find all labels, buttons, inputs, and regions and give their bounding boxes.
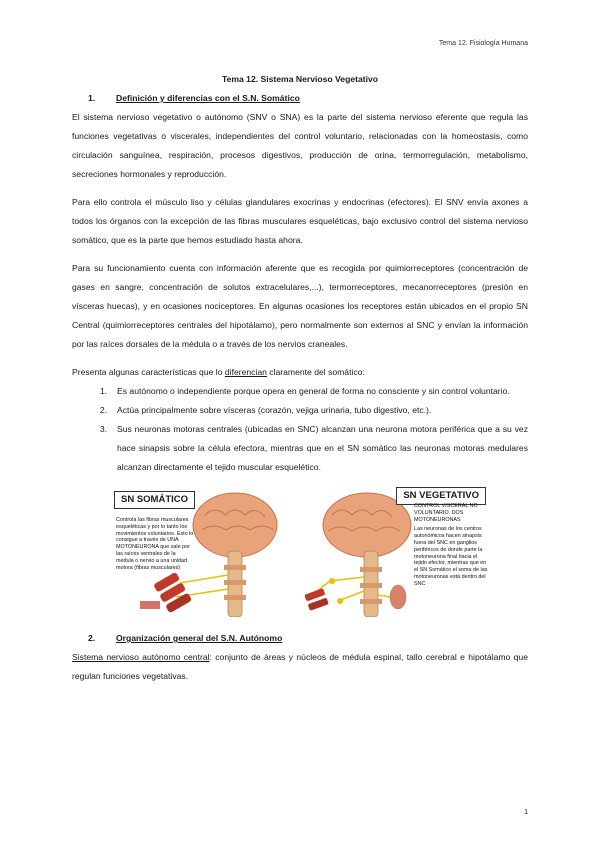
vegetative-caption [414,503,488,588]
definition-paragraph [72,648,528,686]
running-header: Tema 12. Fisiología Humana [438,40,528,47]
vegetative-caption-heading: CONTROL VISCERAL NO VOLUNTARIO. DOS MOTONEURONAS [414,503,478,523]
definition-term: Sistema nervioso autónomo central [72,652,210,662]
somatic-panel [110,485,298,617]
paragraph-1: El sistema nervioso vegetativo o autónomo (SNV o SNA) es la parte del sistema nervioso eferente que regula las funciones vegetativas o viscerales, independientes del control voluntario, relacionadas con la homeostasis, como circulación sanguínea, respiración, procesos digestivos, producción de orina, termorregulación, metabolismo, secreciones hormonales y reproducción. [72,112,528,179]
section-1-heading [72,89,528,108]
page-content [72,70,528,695]
section-1-number: 1. [88,93,96,103]
document-title: Tema 12. Sistema Nervioso Vegetativo [221,74,379,84]
paragraph-4-end: claramente del somático: [266,367,365,377]
page-number: 1 [524,809,528,816]
list-item-text: Es autónomo o independiente porque opera en general de forma no consciente y sin control voluntario. [117,386,510,396]
section-2-number: 2. [88,633,96,643]
list-item [72,382,528,401]
list-item-number: 3. [99,424,107,434]
somatic-title: SN SOMÁTICO [114,491,195,509]
differences-list [72,382,528,477]
vegetative-panel [302,485,490,617]
list-item [72,401,528,420]
section-2-title: Organización general del S.N. Autónomo [116,633,283,643]
list-item-number: 2. [99,405,107,415]
somatic-caption: Controla las fibras musculares esqueléticas y por lo tanto los movimientos voluntarios. Esto lo consigue a través de UNA MOTONEURONA que sale por las raíces ventrales de la médula o nervio a una unidad motora (fibras musculares) [116,517,194,571]
list-item-text: Sus neuronas motoras centrales (ubicadas en SNC) alcanzan una neurona motora periférica que a su vez hace sinapsis sobre la célula efectora, mientras que en el SN somático las neuronas motoras medulares alcanzan directamente el tejido muscular esquelético. [117,424,528,472]
list-item-number: 1. [99,386,107,396]
underlined-word: diferencian [224,367,267,377]
paragraph-4 [72,363,528,382]
section-2-heading [72,629,528,648]
definition-text: : conjunto de áreas y núcleos de médula espinal, tallo cerebral e hipotálamo que regulan funciones vegetativas. [72,652,528,681]
section-1-title: Definición y diferencias con el S.N. Somático [116,93,300,103]
somatic-vs-vegetative-figure [110,485,490,617]
list-item-text: Actúa principalmente sobre vísceras (corazón, vejiga urinaria, tubo digestivo, etc.). [117,405,432,415]
paragraph-2: Para ello controla el músculo liso y células glandulares exocrinas y endocrinas (efectores). El SNV envía axones a todos los órganos con la excepción de las fibras musculares esqueléticas, bajo exclusivo control del sistema nervioso somático, que es la parte que hemos estudiado hasta ahora. [72,197,528,245]
paragraph-4-start: Presenta algunas características que lo [72,367,225,377]
list-item [72,420,528,477]
vegetative-title: SN VEGETATIVO [396,487,486,505]
paragraph-3: Para su funcionamiento cuenta con información aferente que es recogida por quimiorreceptores (concentración de gases en sangre, concentración de solutos extracelulares,...), termorreceptores, mecanorreceptores (presión en vísceras huecas), y en ocasiones nociceptores. En algunas ocasiones los receptores están ubicados en el propio SN Central (quimiorreceptores centrales del hipotálamo), pero normalmente son externos al SNC y envían la información por las raíces dorsales de la médula o a través de los nervios craneales. [72,263,528,349]
vegetative-caption-body: Las neuronas de los centros autonómicos hacen sinapsis fuera del SNC en ganglios periféricos de donde parte la motoneurona final hacia el tejido efector, mientras que en el SN Somático el soma de las motoneuronas está dentro del SNC [414,526,488,587]
